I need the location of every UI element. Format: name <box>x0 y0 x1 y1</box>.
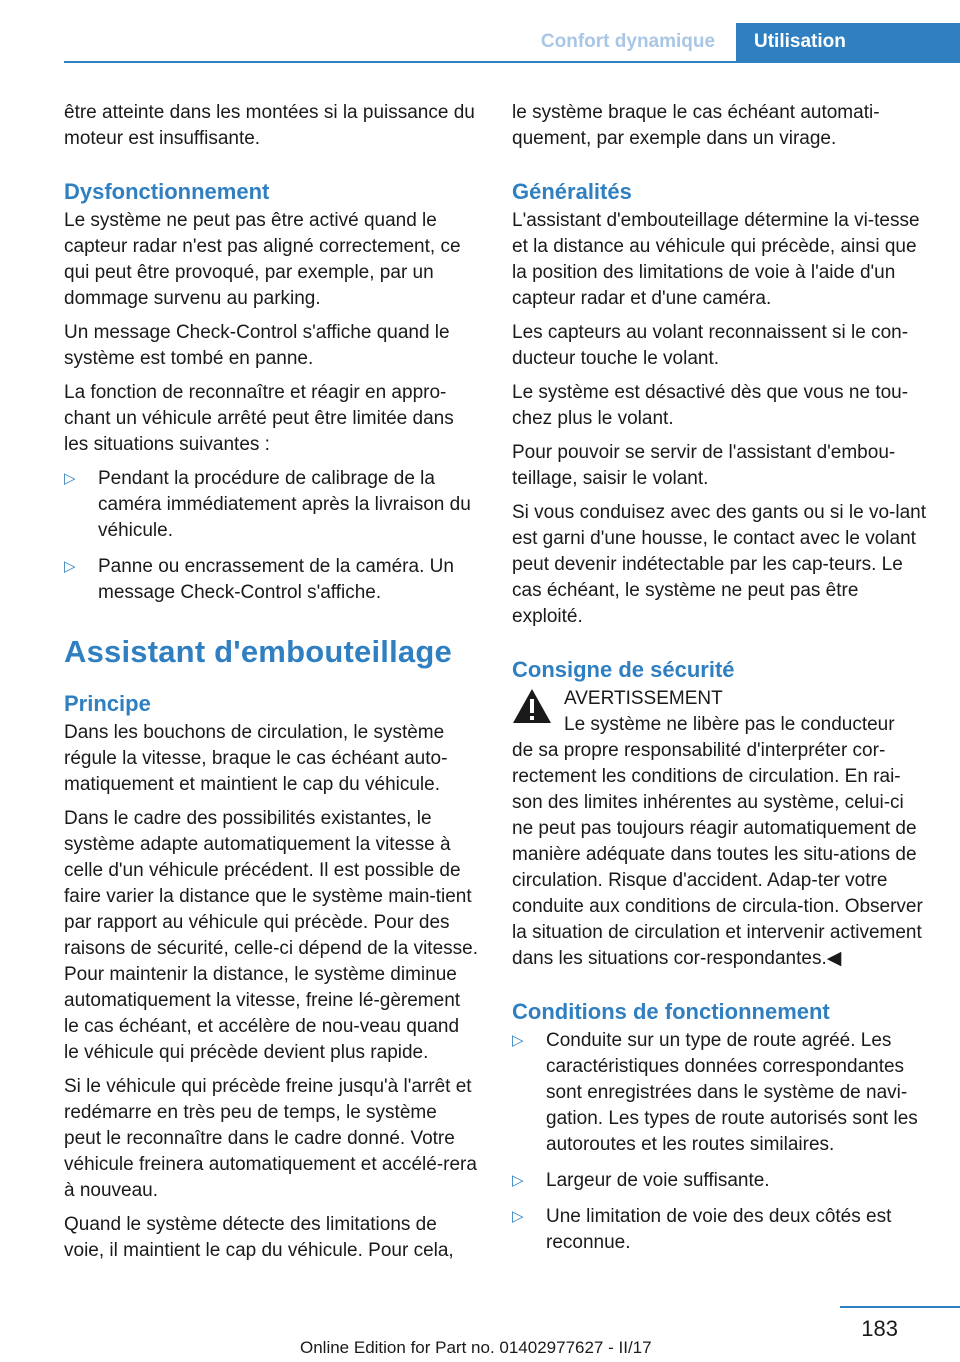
list-item-text: Pendant la procédure de calibrage de la caméra immédiatement après la livraison du véhicule. <box>98 468 471 541</box>
generalites-p1: L'assistant d'embouteillage détermine la vi‐tesse et la distance au véhicule qui précède, ainsi que la position des limitations de voie à l'aide d'un capteur radar et d'une caméra. <box>512 210 920 309</box>
principe-p2: Dans le cadre des possibilités existantes, le système adapte automatiquement la vitesse à celle d'un véhicule précédent. Il est possible de faire varier la distance que le système main‐tient par rapport au véhicule qui précède. Pour des raisons de sécurité, celle-ci dépend de la vitesse. Pour maintenir la distance, le système diminue automatiquement la vitesse, freine lé‐gèrement le cas échéant, et accélère de nou‐veau quand le véhicule qui précède devient plus rapide. <box>64 808 479 1063</box>
principe-p3: Si le véhicule qui précède freine jusqu'à l'arrêt et redémarre en très peu de temps, le système peut le reconnaître dans le cadre donné. Votre véhicule freinera automatiquement et accélé‐rera à nouveau. <box>64 1076 477 1201</box>
dysfonctionnement-p3: La fonction de reconnaître et réagir en appro‐chant un véhicule arrêté peut être limitée dans les situations suivantes : <box>64 382 454 455</box>
triangle-bullet-icon: ▷ <box>64 470 76 487</box>
dysfonctionnement-heading: Dysfonctionnement <box>64 179 270 204</box>
principe-p4: Quand le système détecte des limitations de voie, il maintient le cap du véhicule. Pour cela, <box>64 1214 454 1261</box>
list-item <box>512 1168 928 1194</box>
list-item <box>64 466 478 544</box>
warning-block <box>512 686 928 972</box>
principe-heading: Principe <box>64 691 151 716</box>
list-item <box>512 1204 928 1256</box>
generalites-p2: Les capteurs au volant reconnaissent si le con‐ducteur touche le volant. <box>512 322 909 369</box>
section-title: Assistant d'embouteillage <box>64 634 452 669</box>
triangle-bullet-icon: ▷ <box>512 1208 524 1225</box>
dysfonctionnement-list <box>64 466 478 606</box>
conditions-heading: Conditions de fonctionnement <box>512 999 830 1024</box>
header-rule <box>64 61 960 63</box>
tab-confort-dynamique[interactable]: Confort dynamique <box>540 31 716 52</box>
right-intro: le système braque le cas échéant automati‐quement, par exemple dans un virage. <box>512 102 880 149</box>
generalites-heading: Généralités <box>512 179 632 204</box>
right-column <box>512 100 928 1266</box>
footer-rule <box>840 1306 960 1308</box>
left-column <box>64 100 478 1272</box>
generalites-p4: Pour pouvoir se servir de l'assistant d'embou‐teillage, saisir le volant. <box>512 442 896 489</box>
left-intro: être atteinte dans les montées si la puissance du moteur est insuffisante. <box>64 102 475 149</box>
conditions-list <box>512 1028 928 1256</box>
generalites-p3: Le système est désactivé dès que vous ne tou‐chez plus le volant. <box>512 382 909 429</box>
list-item <box>512 1028 928 1158</box>
warning-first-line: Le système ne libère pas le conducteur <box>564 714 895 735</box>
list-item-text: Conduite sur un type de route agréé. Les caractéristiques données correspondantes sont enregistrées dans le système de navi‐gation. Les types de route autorisés sont les autoroutes et les routes similaires. <box>546 1030 918 1155</box>
consigne-heading: Consigne de sécurité <box>512 657 735 682</box>
generalites-p5: Si vous conduisez avec des gants ou si le vo‐lant est garni d'une housse, le contact avec le volant peut devenir indétectable par les cap‐teurs. Le cas échéant, le système ne peut pas être exploité. <box>512 502 927 627</box>
triangle-bullet-icon: ▷ <box>512 1172 524 1189</box>
list-item-text: Panne ou encrassement de la caméra. Un message Check-Control s'affiche. <box>98 556 454 603</box>
warning-title: AVERTISSEMENT <box>564 688 723 709</box>
principe-p1: Dans les bouchons de circulation, le système régule la vitesse, braque le cas échéant auto‐matiquement et maintient le cap du véhicule. <box>64 722 448 795</box>
dysfonctionnement-p2: Un message Check-Control s'affiche quand le système est tombé en panne. <box>64 322 450 369</box>
page-number: 183 <box>861 1316 898 1341</box>
triangle-bullet-icon: ▷ <box>512 1032 524 1049</box>
list-item-text: Une limitation de voie des deux côtés est reconnue. <box>546 1206 892 1253</box>
warning-triangle-icon <box>512 688 552 724</box>
triangle-bullet-icon: ▷ <box>64 558 76 575</box>
list-item <box>64 554 478 606</box>
edition-footer: Online Edition for Part no. 01402977627 - II/17 <box>300 1338 652 1357</box>
dysfonctionnement-p1: Le système ne peut pas être activé quand le capteur radar n'est pas aligné correctement, ce qui peut être provoqué, par exemple, par un dommage survenu au parking. <box>64 210 461 309</box>
list-item-text: Largeur de voie suffisante. <box>546 1170 770 1191</box>
tab-utilisation[interactable]: Utilisation <box>736 23 960 61</box>
warning-text: de sa propre responsabilité d'interpréter cor‐rectement les conditions de circulation. En rai‐son des limites inhérentes au système, celui-ci ne peut pas toujours réagir automatiquement de manière adéquate dans toutes les situ‐ations de circulation. Risque d'accident. Adap‐ter votre conduite aux conditions de circula‐tion. Observer la situation de circulation et intervenir activement dans les situations cor‐respondantes.◀ <box>512 740 923 969</box>
